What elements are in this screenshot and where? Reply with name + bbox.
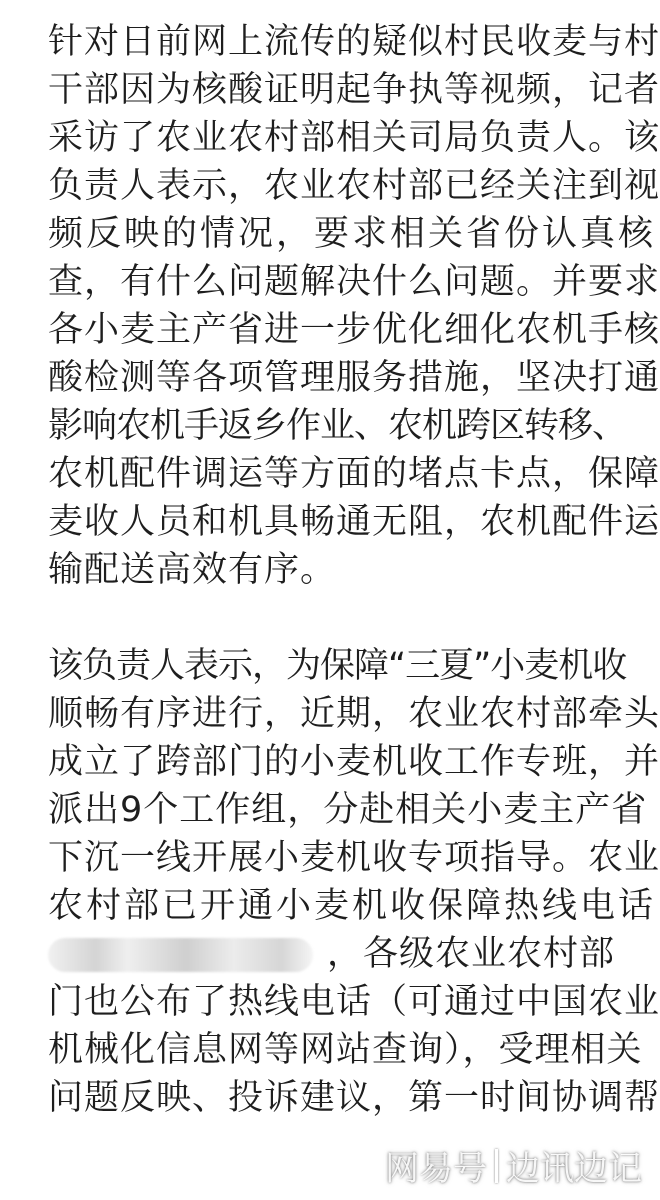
paragraph-1-line-2: 干部因为核酸证明起争执等视频，记者 [48, 70, 660, 110]
paragraph-1-line-10: 农机配件调运等方面的堵点卡点，保障 [48, 454, 660, 494]
watermark-divider [495, 1149, 498, 1183]
watermark-platform: 网易号 [385, 1149, 487, 1189]
paragraph-2-line-1: 该负责人表示，为保障“三夏”小麦机收 [48, 646, 627, 686]
paragraph-1-line-7: 各小麦主产省进一步优化细化农机手核 [48, 310, 660, 350]
paragraph-1-line-11: 麦收人员和机具畅通无阻，农机配件运 [48, 502, 660, 542]
paragraph-2-line-5: 下沉一线开展小麦机收专项指导。农业 [48, 838, 660, 878]
paragraph-2-line-8: 门也公布了热线电话（可通过中国农业 [48, 982, 660, 1022]
paragraph-1-line-8: 酸检测等各项管理服务措施，坚决打通 [48, 358, 660, 398]
paragraph-1-line-1: 针对日前网上流传的疑似村民收麦与村 [48, 22, 660, 62]
blurred-hotline-number [48, 938, 313, 972]
paragraph-2-line-3: 成立了跨部门的小麦机收工作专班，并 [48, 742, 660, 782]
paragraph-2-line-6: 农村部已开通小麦机收保障热线电话 [48, 886, 657, 926]
paragraph-1-line-9: 影响农机手返乡作业、农机跨区转移、 [48, 406, 627, 446]
paragraph-1-line-6: 查，有什么问题解决什么问题。并要求 [48, 262, 660, 302]
paragraph-1-line-3: 采访了农业农村部相关司局负责人。该 [48, 118, 660, 158]
paragraph-1-line-4: 负责人表示，农业农村部已经关注到视 [48, 166, 660, 206]
paragraph-2-line-4: 派出9个工作组，分赴相关小麦主产省 [48, 790, 648, 830]
paragraph-2-line-10: 问题反映、投诉建议，第一时间协调帮 [48, 1078, 660, 1118]
paragraph-1-line-5: 频反映的情况，要求相关省份认真核 [48, 214, 657, 254]
paragraph-2-line-2: 顺畅有序进行，近期，农业农村部牵头 [48, 694, 660, 734]
watermark-account: 边讯边记 [506, 1149, 642, 1189]
paragraph-2-line-7-text: ，各级农业农村部 [327, 934, 616, 974]
watermark [385, 1141, 642, 1190]
paragraph-2-line-9: 机械化信息网等网站查询），受理相关 [48, 1030, 643, 1070]
paragraph-1-line-12: 输配送高效有序。 [48, 550, 337, 590]
